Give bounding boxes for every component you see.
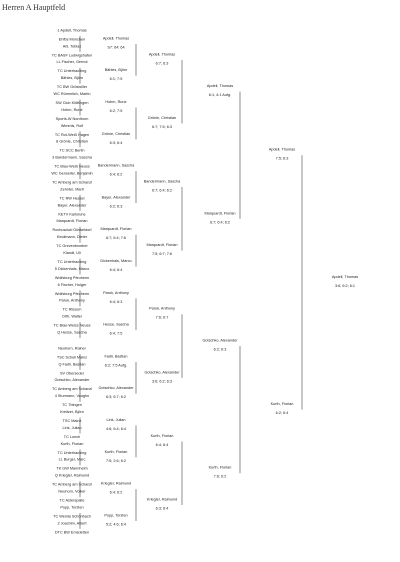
round-2-player-detail: 6:7; 6:3 xyxy=(155,61,169,66)
r2-player-name: Grönie, Christian xyxy=(101,131,131,136)
r1-player-name: Arli, Tobias xyxy=(62,44,82,49)
r1-player-name: Bayer, Alexander xyxy=(57,203,87,208)
r1-player-name: 4 Sturmann, Vaughn xyxy=(54,394,90,399)
round-4-player-name: Kurth, Florian xyxy=(270,402,294,407)
r1-player-detail: SW Club Klöttingen xyxy=(55,101,89,105)
r1-player-detail: Rochusclub Düsseldorf xyxy=(52,228,92,233)
r2-player-detail: 6:3; 6:7; 6:2 xyxy=(105,395,127,400)
r2-player-detail: 6:4; 6:2 xyxy=(109,172,123,177)
r2-player-detail: 4:6; 6:4; 6:4 xyxy=(105,426,127,431)
r1-player-detail: TC Unterhaching xyxy=(57,260,87,264)
r1-player-detail: TC Lonch xyxy=(63,434,81,439)
round-3-player-detail: 6:2; 6:3 xyxy=(213,347,227,352)
r1-player-name: 8 Grönie, Christian xyxy=(56,139,88,144)
r1-player-detail: TC BASF Ludwigshafen xyxy=(51,53,93,58)
r2-player-detail: 6:2; 7:5 Aufg. xyxy=(104,363,128,368)
r1-player-detail: TSC Schell Mainz xyxy=(56,355,88,360)
r1-player-name: 3 Bandermann, Sascha xyxy=(52,155,92,160)
r1-player-name: Neuhorn, Rainer xyxy=(58,346,86,351)
r1-player-detail: TC Unterhaching xyxy=(57,450,87,455)
r1-player-detail: Wolfsburg Pfeuhenn xyxy=(54,291,90,296)
round-2-player-detail: 7:5; 6:7; 7:6 xyxy=(151,252,173,257)
r2-player-detail: 7:5; 2:6; 6:2 xyxy=(105,458,127,463)
r2-player-name: Paruk, Anthony xyxy=(103,290,129,295)
r1-player-detail: TC Amberg am Schanzl xyxy=(51,482,93,487)
page-title: Herren A Hauptfeld xyxy=(2,3,66,12)
r1-player-detail: TSC Mainz xyxy=(62,419,82,423)
round-3-player-name: Gotschko, Alexander xyxy=(202,338,238,343)
r1-player-name: Hohm, Rune xyxy=(61,107,83,112)
r1-player-name: Zehnter, Marit xyxy=(60,187,84,192)
round-2-player-name: Marquardt, Florian xyxy=(146,243,178,248)
r2-player-name: Kriegler, Raimund xyxy=(100,481,132,486)
round-2-player-name: Paruk, Anthony xyxy=(149,306,175,311)
r1-player-name: Wimmis, Rolf xyxy=(60,123,84,128)
r2-player-name: Kurth, Florian xyxy=(104,449,128,454)
round-2-player-name: Gotschko, Alexander xyxy=(144,370,180,375)
r1-player-detail: TC Amberg am Schanzl xyxy=(51,387,93,392)
r2-player-name: Apdell, Thomas xyxy=(102,36,130,41)
r1-player-detail: TC Weinla Schönbach xyxy=(53,514,91,519)
round-2-player-detail: 6:7; 6:4; 6:2 xyxy=(151,188,173,193)
r1-player-name: Orth, Walter xyxy=(61,314,83,319)
r1-player-detail: TC BW Gröswiller xyxy=(56,85,88,90)
r1-player-name: WC Rümmlich, Martin xyxy=(53,92,91,96)
r1-player-name: Neuhorn, Volker xyxy=(58,489,86,494)
r2-player-name: Hesse, Sascha xyxy=(103,322,129,327)
r2-player-detail: 6:4; 6:3 xyxy=(109,299,123,304)
r2-player-detail: 6:4; 6:4 xyxy=(109,267,123,272)
r1-player-detail: KETV Karlsruhe xyxy=(58,212,86,217)
round-2-player-detail: 6:3; 6:4 xyxy=(155,506,169,511)
r1-player-name: 1 Apdell, Thomas xyxy=(57,28,87,33)
r2-player-detail: 6:2; 7:5 xyxy=(109,108,123,113)
r2-player-name: Bähles, Björn xyxy=(104,68,128,73)
r1-player-name: 2 Joachim, Albert xyxy=(57,521,87,526)
r1-player-detail: TC Blau-Weiß Neuss xyxy=(54,164,90,169)
round-2-player-name: Bandermann, Sascha xyxy=(143,179,181,184)
r2-player-detail: 6:4; 7:5 xyxy=(109,331,123,336)
round-4-player-detail: 7:5; 6:3 xyxy=(275,156,289,161)
r1-player-detail: Ehfbs Monchen xyxy=(58,37,86,42)
r2-player-name: Dickenhals, Marco xyxy=(100,258,132,263)
r1-player-detail: TC Rot-Weiß Hagen xyxy=(54,132,90,137)
r1-player-name: Link, Julian xyxy=(62,425,82,430)
r1-player-detail: TC Grevenbroeker xyxy=(56,244,88,249)
round-4-player-detail: 6:2; 6:4 xyxy=(275,411,289,416)
r1-player-detail: TC Tbingen xyxy=(62,403,82,408)
r2-player-name: Gotschko, Alexander xyxy=(98,386,134,391)
r1-player-detail: TC RW Hessel xyxy=(59,196,85,201)
r2-player-detail: 6:2; 6:3 xyxy=(109,204,123,209)
round-2-player-detail: 6:7; 7:5; 6:3 xyxy=(151,124,173,129)
r2-player-name: Fadli, Bastian xyxy=(104,354,128,359)
r1-player-detail: Sports-W Nordhorn xyxy=(55,116,89,121)
round-2-player-detail: 7:6; 6:7 xyxy=(155,315,169,320)
r1-player-name: Kindimann, Dieter xyxy=(56,235,88,240)
r1-player-detail: SV Oberseder xyxy=(59,371,85,376)
round-5-player-detail: 3:6; 6:2; 6:1 xyxy=(334,283,356,288)
round-3-player-detail: 6:1; 4:1 Aufg. xyxy=(208,93,232,98)
r2-player-detail: 6:1; 7:5 xyxy=(109,77,123,82)
round-2-player-name: Kriegler, Raimund xyxy=(146,497,178,502)
round-3-player-name: Kurth, Florian xyxy=(208,465,232,470)
r1-player-name: Popp, Torsten xyxy=(60,505,84,510)
r2-player-name: Marquardt, Florian xyxy=(100,227,132,232)
round-3-player-detail: 7:6; 6:2 xyxy=(213,474,227,479)
round-2-player-name: Apdell, Thomas xyxy=(148,52,176,57)
r1-player-name: Q Hesse, Sascha xyxy=(57,330,87,335)
r2-player-detail: 6:4; 6:2 xyxy=(109,490,123,495)
r1-player-detail: TC Unterhaching xyxy=(57,69,87,74)
r2-player-detail: S7: 64: 64 xyxy=(107,45,125,50)
round-5-player-name: Apdell, Thomas xyxy=(331,274,359,279)
round-2-player-detail: 6:4; 6:4 xyxy=(155,442,169,447)
r1-player-detail: Wolfsburg Pfeuhenn xyxy=(54,275,90,280)
r1-player-name: LL Burger, Marc xyxy=(58,457,86,462)
round-2-player-name: Grönie, Christian xyxy=(147,115,177,120)
r1-player-name: Bähles, Björn xyxy=(60,76,84,81)
r2-player-detail: 6:3; 6:4 xyxy=(109,140,123,145)
r1-player-name: Marquardt, Florian xyxy=(56,219,88,224)
round-4-player-name: Apdell, Thomas xyxy=(268,147,296,152)
r1-player-detail: TC Asterspalte xyxy=(59,498,85,503)
r2-player-name: Bandermann, Sascha xyxy=(97,163,135,168)
round-3-player-detail: 6:7; 6:4; 6:2 xyxy=(209,220,231,225)
r2-player-name: Bayer, Alexander xyxy=(101,195,131,200)
r2-player-detail: 6:7; 6:4; 7:6 xyxy=(105,236,127,241)
r2-player-name: Link, Julian xyxy=(106,417,126,422)
r1-player-name: Klandt, Uli xyxy=(63,251,81,255)
round-3-player-name: Apdell, Thomas xyxy=(206,84,234,89)
r2-player-name: Hohm, Rune xyxy=(105,99,127,104)
r1-player-detail: DTC BW Emsdetten xyxy=(54,530,90,535)
r1-player-detail: TK GW Mannheim xyxy=(56,466,88,471)
r1-player-name: Gotschko, Alexander xyxy=(54,378,90,383)
r1-player-name: 6 Fischer, Holger xyxy=(57,282,87,287)
round-2-player-detail: 3:6; 6:2; 6:3 xyxy=(151,379,173,384)
r1-player-detail: TC Blau-Weiss Neuss xyxy=(53,323,91,328)
r1-player-name: Q Kriegler, Raimund xyxy=(54,473,90,478)
r1-player-detail: TC SCC Berlin xyxy=(59,148,85,153)
r2-player-name: Popp, Torsten xyxy=(104,513,128,518)
round-3-player-name: Marquardt, Florian xyxy=(204,211,236,216)
round-2-player-name: Kurth, Florian xyxy=(150,433,174,438)
r1-player-name: WC Genseller, Benjamin xyxy=(51,171,93,176)
r1-player-name: Kreitzer, Björn xyxy=(60,410,84,414)
r1-player-name: 5 Dickenhals, Marco xyxy=(54,266,90,271)
r1-player-detail: TC Rissum xyxy=(62,307,82,312)
r1-player-detail: TC Amberg am Schanzl xyxy=(51,180,93,185)
r1-player-name: LL Fischer, Gernot xyxy=(56,60,88,65)
r1-player-name: Kurth, Florian xyxy=(60,441,84,446)
r1-player-name: Paruk, Anthony xyxy=(59,298,85,303)
r2-player-detail: 5:2; 4:6; 6:4 xyxy=(105,522,127,527)
r1-player-name: Q Fadli, Bastian xyxy=(58,362,86,367)
